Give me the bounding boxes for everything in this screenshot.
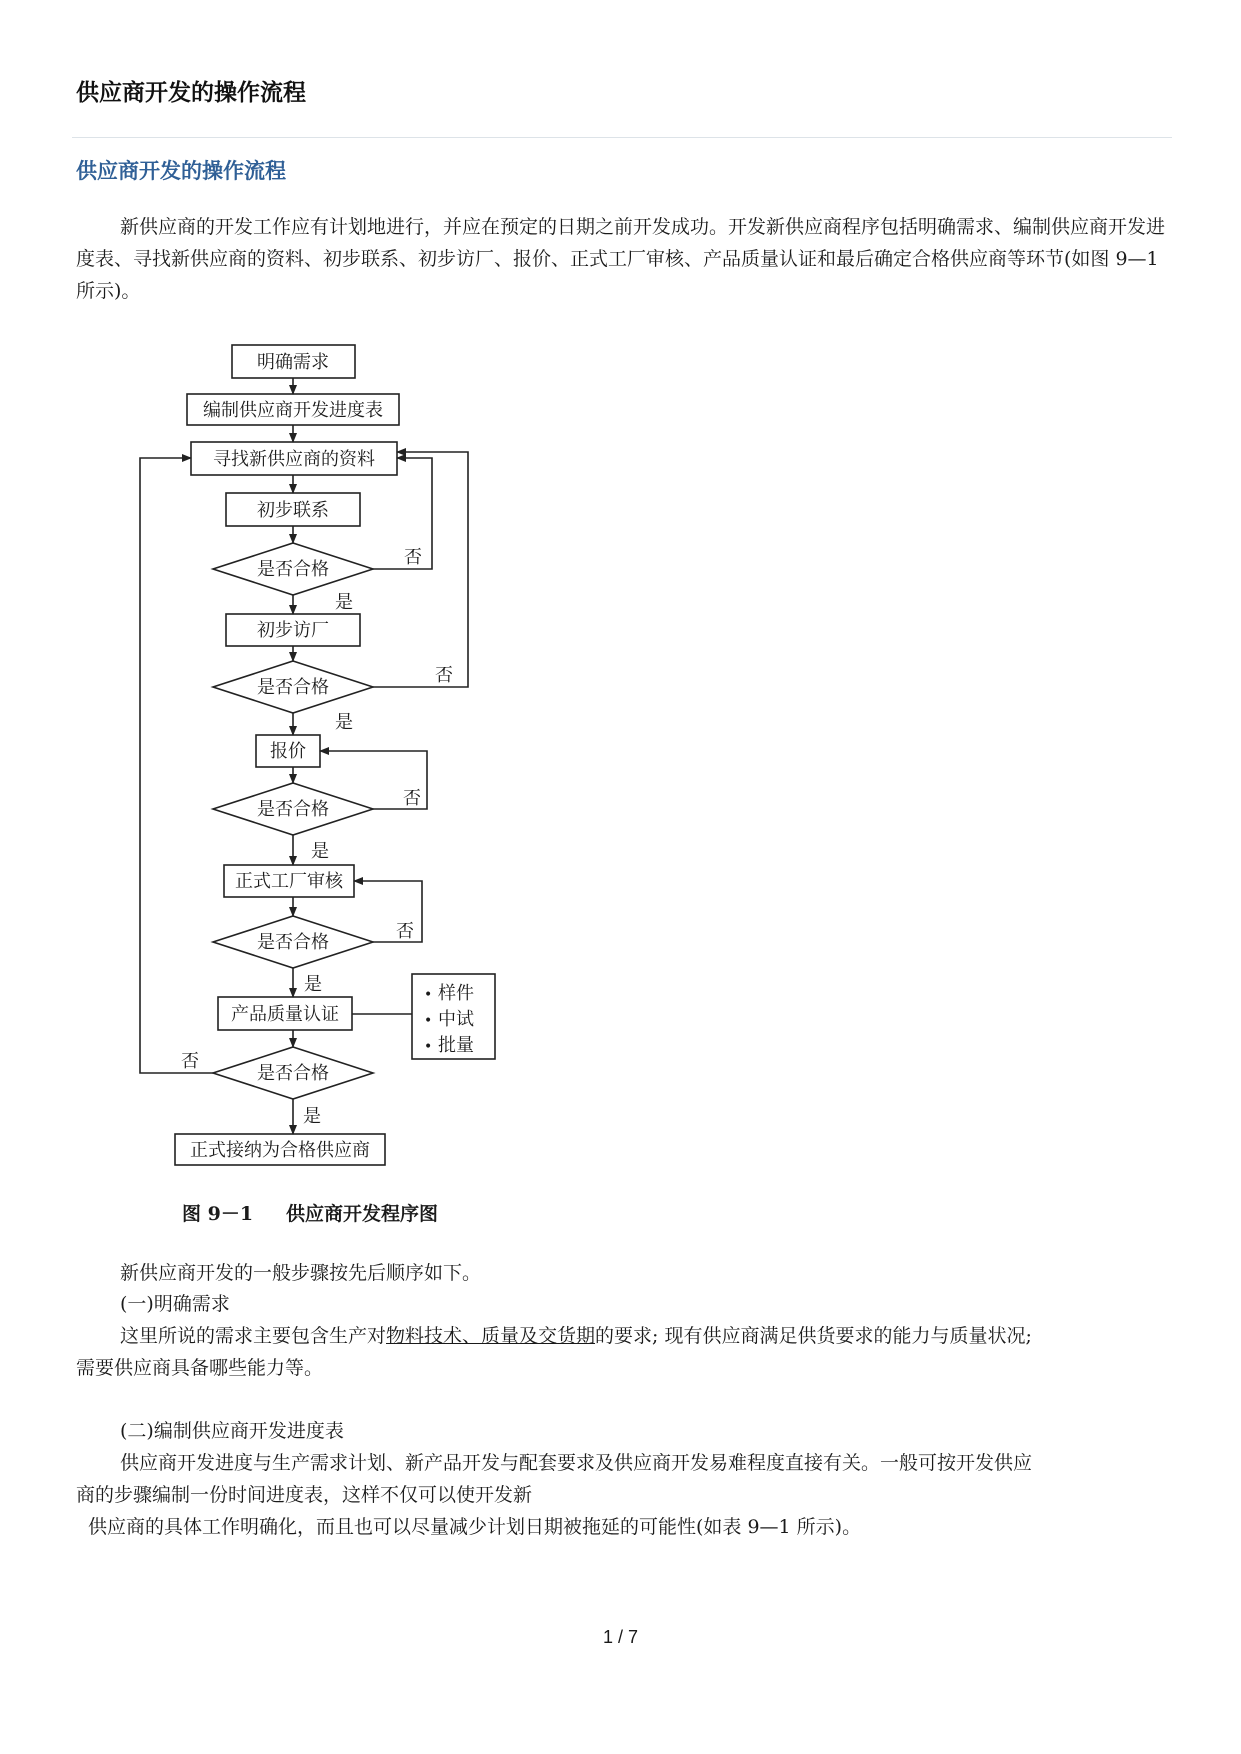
step2-line2: 商的步骤编制一份时间进度表，这样不仅可以使开发新	[76, 1484, 533, 1506]
label-no-5: 否	[181, 1051, 199, 1072]
divider	[72, 137, 1172, 138]
label-quality-cert: 产品质量认证	[231, 1004, 339, 1025]
label-side-sample: 样件	[438, 983, 474, 1004]
label-clarify-needs: 明确需求	[257, 352, 329, 373]
steps-intro: 新供应商开发的一般步骤按先后顺序如下。	[120, 1262, 482, 1284]
label-yes-4: 是	[304, 974, 322, 995]
label-yes-5: 是	[303, 1106, 321, 1127]
label-no-1: 否	[404, 547, 422, 568]
step1-line2: 需要供应商具备哪些能力等。	[76, 1357, 324, 1379]
figure-caption-text: 供应商开发程序图	[286, 1203, 439, 1225]
section-title: 供应商开发的操作流程	[76, 159, 286, 183]
intro-paragraph: 新供应商的开发工作应有计划地进行，并应在预定的日期之前开发成功。开发新供应商程序包括明确需求、编制供应商开发进度表、寻找新供应商的资料、初步联系、初步访厂、报价、正式工厂审核、产品质量认证和最后确定合格供应商等环节(如图 9—1 所示)。	[76, 216, 1166, 302]
label-schedule: 编制供应商开发进度表	[203, 400, 383, 421]
label-side-pilot: 中试	[438, 1009, 474, 1030]
label-initial-contact: 初步联系	[257, 500, 329, 521]
label-yes-3: 是	[311, 841, 329, 862]
label-decision-3: 是否合格	[257, 799, 329, 820]
label-factory-audit: 正式工厂审核	[235, 871, 343, 892]
label-yes-2: 是	[335, 712, 353, 733]
label-side-batch: 批量	[438, 1035, 474, 1056]
step1-line1	[120, 1320, 1032, 1352]
label-quote: 报价	[270, 741, 306, 762]
step2-heading: (二)编制供应商开发进度表	[120, 1420, 344, 1442]
step1-heading: (一)明确需求	[120, 1293, 230, 1315]
label-decision-2: 是否合格	[257, 677, 329, 698]
step2-line3: 供应商的具体工作明确化，而且也可以尽量减少计划日期被拖延的可能性(如表 9—1 所示)。	[88, 1516, 862, 1538]
step1-text-before: 这里所说的需求主要包含生产对	[120, 1325, 387, 1347]
figure-caption-number: 图 9－1	[182, 1203, 254, 1225]
step2-line1: 供应商开发进度与生产需求计划、新产品开发与配套要求及供应商开发易难程度直接有关。一般可按开发供应	[120, 1452, 1033, 1474]
label-decision-5: 是否合格	[257, 1063, 329, 1084]
label-no-4: 否	[396, 921, 414, 942]
svg-text:•: •	[424, 1013, 433, 1029]
step1-text-after: 的要求; 现有供应商满足供货要求的能力与质量状况;	[595, 1325, 1032, 1347]
label-yes-1: 是	[335, 592, 353, 613]
svg-text:•: •	[424, 987, 433, 1003]
page-number: 1 / 7	[602, 1627, 639, 1647]
label-decision-1: 是否合格	[257, 559, 329, 580]
label-find-suppliers: 寻找新供应商的资料	[213, 449, 375, 470]
label-no-2: 否	[435, 665, 453, 686]
label-accept: 正式接纳为合格供应商	[190, 1140, 370, 1161]
label-no-3: 否	[403, 788, 421, 809]
step1-link[interactable]: 物料技术、质量及交货期	[386, 1325, 596, 1347]
label-initial-visit: 初步访厂	[257, 620, 329, 641]
page-title: 供应商开发的操作流程	[76, 80, 306, 106]
label-decision-4: 是否合格	[257, 932, 329, 953]
svg-text:•: •	[424, 1039, 433, 1055]
flowchart-figure	[72, 312, 587, 1232]
